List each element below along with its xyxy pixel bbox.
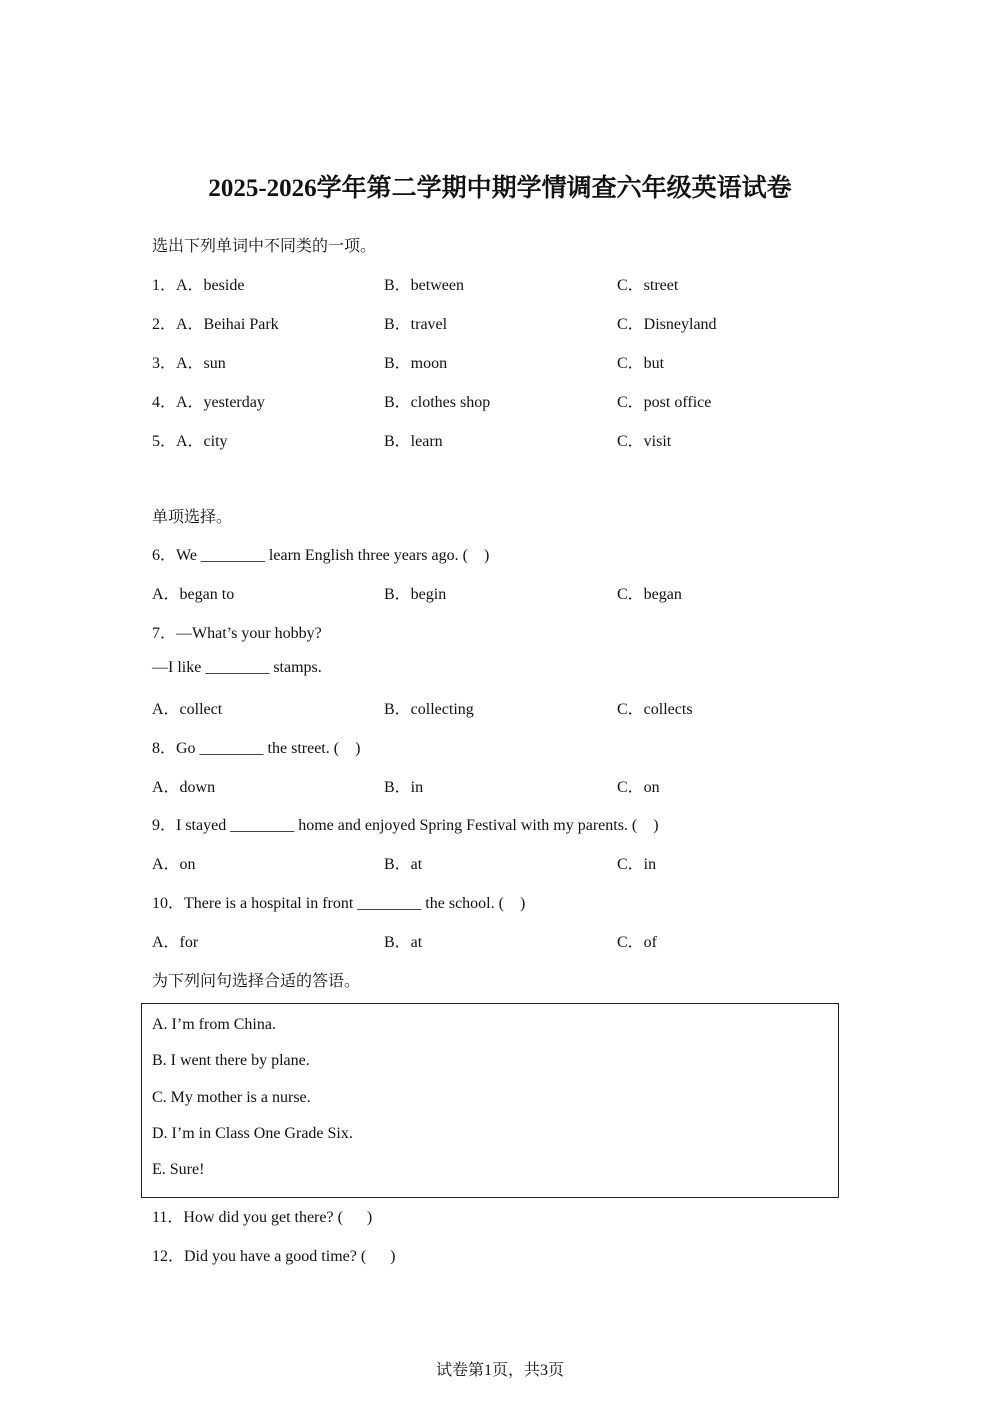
q6-option-c: C．began [617, 586, 682, 603]
q1-option-b: B．between [384, 277, 464, 294]
q3-option-b: B．moon [384, 355, 448, 372]
question-7-response: —I like ________ stamps. [152, 659, 322, 676]
q4-option-b: B．clothes shop [384, 394, 491, 411]
q3-option-c: C．but [617, 355, 665, 372]
question-6: 6．We ________ learn English three years ago. ( ) [152, 547, 490, 564]
q5-option-a: 5．A．city [152, 433, 228, 450]
q2-option-c: C．Disneyland [617, 316, 717, 333]
q10-options [152, 929, 852, 953]
section3-heading: 为下列问句选择合适的答语。 [152, 971, 361, 990]
question-8: 8．Go ________ the street. ( ) [152, 740, 361, 757]
answer-choice-d: D. I’m in Class One Grade Six. [152, 1125, 353, 1142]
question-row-2 [152, 311, 852, 335]
question-11: 11．How did you get there? ( ) [152, 1209, 373, 1226]
page-title: 2025-2026学年第二学期中期学情调查六年级英语试卷 [208, 175, 792, 202]
q7-options [152, 696, 852, 720]
q9-options [152, 851, 852, 875]
question-row-3 [152, 350, 852, 374]
section1-heading: 选出下列单词中不同类的一项。 [152, 236, 377, 255]
answer-choices-box [141, 1003, 839, 1198]
q3-option-a: 3．A．sun [152, 355, 226, 372]
question-row-4 [152, 389, 852, 413]
question-12: 12．Did you have a good time? ( ) [152, 1248, 396, 1265]
q7-option-c: C．collects [617, 701, 693, 718]
answer-choice-c: C. My mother is a nurse. [152, 1089, 311, 1106]
q8-option-a: A．down [152, 779, 216, 796]
q4-option-a: 4．A．yesterday [152, 394, 265, 411]
q7-option-b: B．collecting [384, 701, 474, 718]
q2-option-a: 2．A．Beihai Park [152, 316, 279, 333]
question-row-1 [152, 272, 852, 296]
q2-option-b: B．travel [384, 316, 448, 333]
q10-option-a: A．for [152, 934, 199, 951]
q9-option-a: A．on [152, 856, 196, 873]
q9-option-c: C．in [617, 856, 657, 873]
q5-option-b: B．learn [384, 433, 443, 450]
page-footer: 试卷第1页，共3页 [435, 1362, 564, 1379]
answer-choice-e: E. Sure! [152, 1161, 205, 1178]
q4-option-c: C．post office [617, 394, 712, 411]
question-9: 9．I stayed ________ home and enjoyed Spring Festival with my parents. ( ) [152, 817, 659, 834]
q6-option-b: B．begin [384, 586, 447, 603]
q9-option-b: B．at [384, 856, 423, 873]
q6-option-a: A．began to [152, 586, 235, 603]
q8-option-c: C．on [617, 779, 660, 796]
q7-option-a: A．collect [152, 701, 223, 718]
q6-options [152, 581, 852, 605]
answer-choice-b: B. I went there by plane. [152, 1052, 310, 1069]
answer-choice-a: A. I’m from China. [152, 1016, 276, 1033]
question-10: 10．There is a hospital in front ________ the school. ( ) [152, 895, 526, 912]
question-row-5 [152, 428, 852, 452]
q1-option-c: C．street [617, 277, 679, 294]
section2-heading: 单项选择。 [152, 507, 233, 526]
q8-options [152, 774, 852, 798]
q5-option-c: C．visit [617, 433, 672, 450]
q10-option-b: B．at [384, 934, 423, 951]
question-7-prompt: 7．—What’s your hobby? [152, 625, 322, 642]
q10-option-c: C．of [617, 934, 658, 951]
q8-option-b: B．in [384, 779, 424, 796]
q1-option-a: 1．A．beside [152, 277, 245, 294]
